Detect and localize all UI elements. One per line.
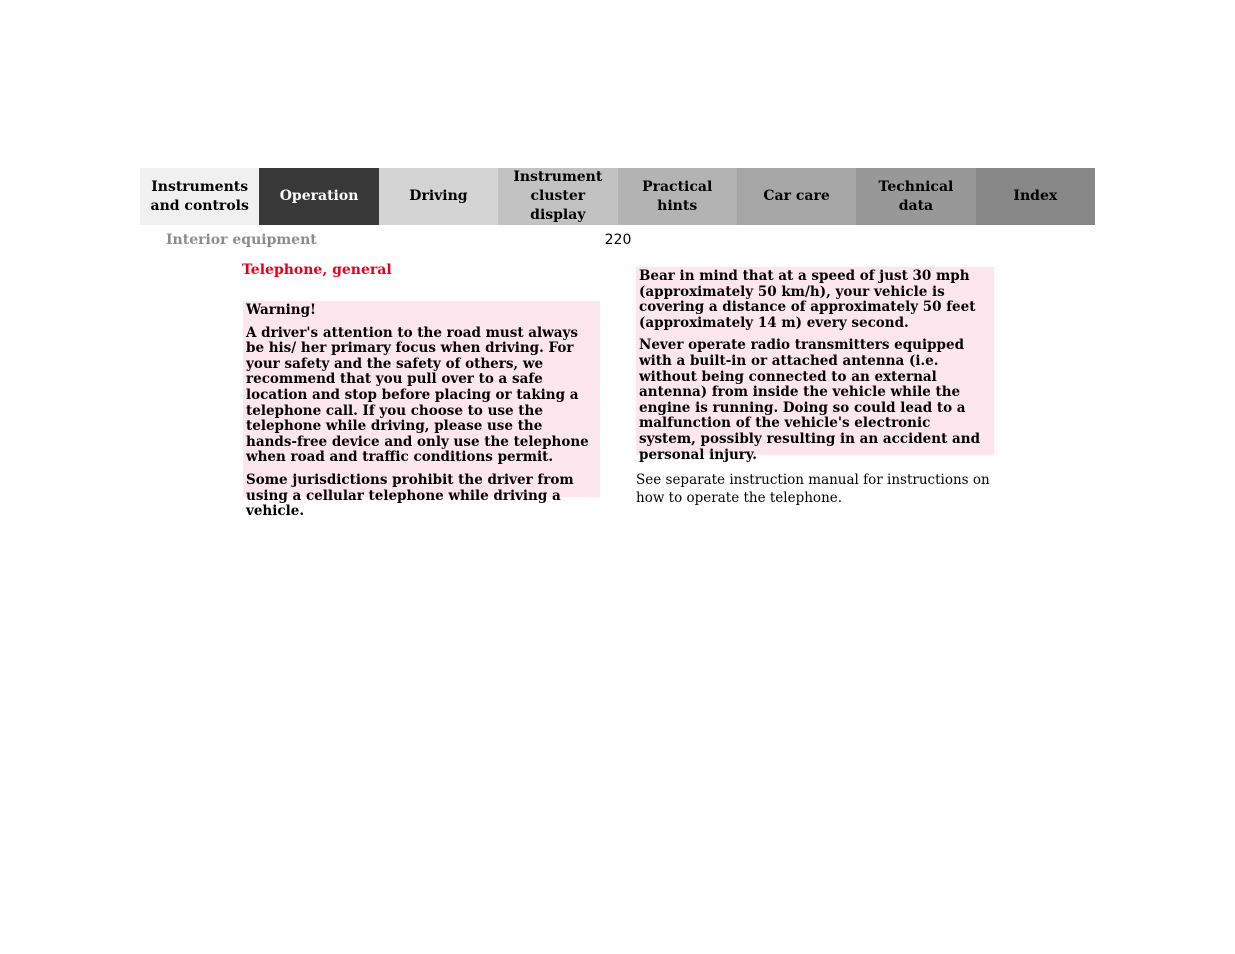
warning-box-right [636,267,994,463]
warning-box-left [243,301,600,520]
page-number: 220 [604,232,632,248]
tab-practical-hints[interactable]: Practical hints [618,168,737,225]
tab-car-care[interactable]: Car care [737,168,856,225]
instruction-note: See separate instruction manual for instructions on how to operate the telephone. [636,472,990,506]
tab-instruments-and-controls[interactable]: Instruments and controls [140,168,259,225]
section-title: Interior equipment [166,232,317,248]
tab-index[interactable]: Index [976,168,1095,225]
tab-technical-data[interactable]: Technical data [856,168,975,225]
warning-paragraph: Some jurisdictions prohibit the driver from using a cellular telephone while driving a vehicle. [246,471,574,520]
page-heading: Telephone, general [242,262,392,278]
warning-paragraph: Never operate radio transmitters equipped with a built-in or attached antenna (i.e. without being connected to an external antenna) from inside the vehicle while the engine is running. Doing so could lead to a malfunction of the vehicle's electronic system, possibly resulting in an accident and personal injury. [639,337,981,463]
warning-paragraph: Bear in mind that at a speed of just 30 mph (approximately 50 km/h), your vehicle is covering a distance of approximately 50 feet (approximately 14 m) every second. [639,268,976,331]
warning-paragraph: A driver's attention to the road must always be his/ her primary focus when driving. For your safety and the safety of others, we recommend that you pull over to a safe location and stop before placing or taking a telephone call. If you choose to use the telephone while driving, please use the hands-free device and only use the telephone when road and traffic conditions permit. [246,324,589,466]
tab-operation[interactable]: Operation [259,168,378,225]
warning-title: Warning! [246,302,316,318]
chapter-nav [140,168,1095,225]
tab-instrument-cluster-display[interactable]: Instrument cluster display [498,168,617,225]
tab-driving[interactable]: Driving [379,168,498,225]
